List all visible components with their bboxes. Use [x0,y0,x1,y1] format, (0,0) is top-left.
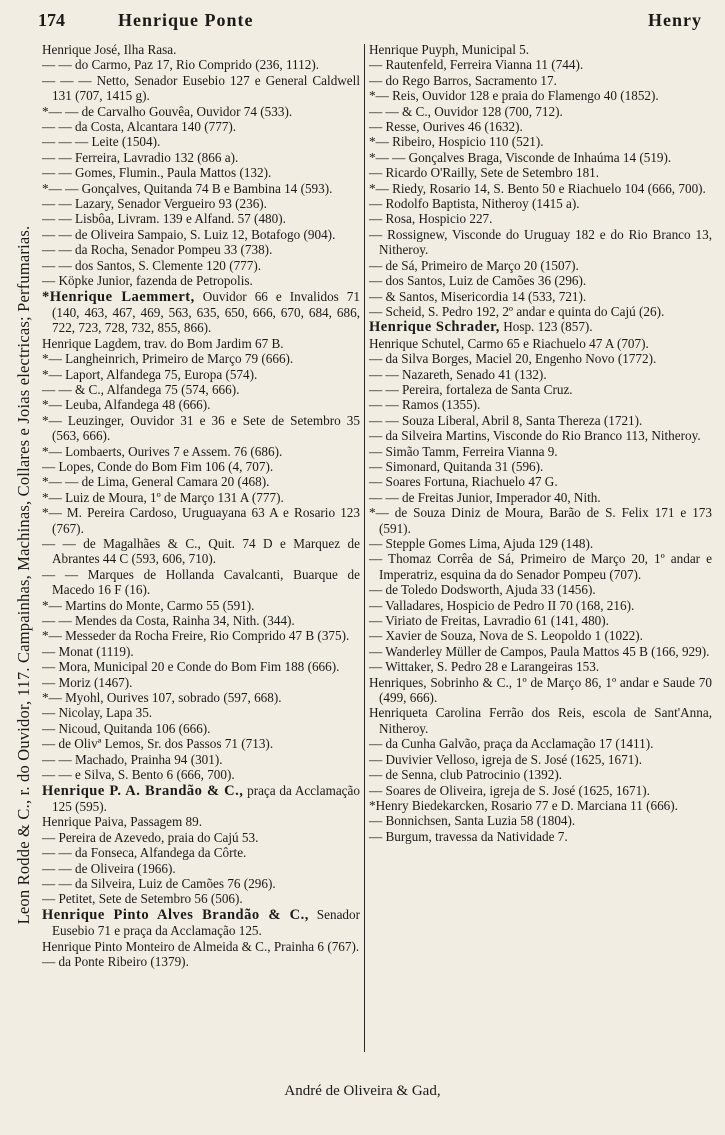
entry-text: praça da Acclamação 125 (595). [52,782,360,814]
entry-text: — — da Rocha, Senador Pompeu 33 (738). [42,242,273,258]
directory-entry [369,258,712,273]
entry-text: — Stepple Gomes Lima, Ajuda 129 (148). [369,536,594,551]
entry-text: — & Santos, Misericordia 14 (533, 721). [369,288,587,304]
entry-text: — Xavier de Souza, Nova de S. Leopoldo 1 (1022). [369,628,643,644]
directory-entry [42,289,360,336]
entry-text: — — Gomes, Flumin., Paula Mattos (132). [42,165,272,181]
sidebar-advertisement [8,150,40,980]
entry-text: — Moriz (1467). [42,674,133,690]
directory-entry [369,459,712,474]
entry-text: — do Rego Barros, Sacramento 17. [369,72,557,88]
entry-text: — da Silveira Martins, Visconde do Rio Branco 113, Nitheroy. [369,428,701,444]
directory-entry [42,613,360,628]
entry-text: — — & C., Ouvidor 128 (700, 712). [369,103,563,119]
entry-text: — — de Freitas Junior, Imperador 40, Nith. [369,489,601,505]
directory-entry [42,644,360,659]
directory-entry [42,861,360,876]
directory-entry [42,367,360,382]
entry-text: — Lopes, Conde do Bom Fim 106 (4, 707). [42,458,274,474]
entry-text: *— Langheinrich, Primeiro de Março 79 (666). [42,351,294,367]
directory-entry [369,551,712,582]
directory-entry [42,907,360,939]
entry-text: — Mora, Municipal 20 e Conde do Bom Fim 188 (666). [42,659,340,675]
directory-entry [42,474,360,489]
entry-text: Henrique Schutel, Carmo 65 e Riachuelo 47 A (707). [369,335,649,351]
directory-entry [42,119,360,134]
directory-entry [42,659,360,674]
entry-text: — — Marques de Hollanda Cavalcanti, Buarque de Macedo 16 F (16). [42,566,360,598]
directory-entry [369,598,712,613]
entry-text: *— — Gonçalves Braga, Visconde de Inhaúma 14 (519). [369,149,672,165]
directory-entry [369,88,712,103]
directory-entry [42,675,360,690]
directory-entry [42,459,360,474]
entry-text: *— Messeder da Rocha Freire, Rio Comprido 47 B (375). [42,628,350,644]
entry-text: — dos Santos, Luiz de Camões 36 (296). [369,273,587,289]
directory-entry [369,150,712,165]
directory-entry [369,42,712,57]
entry-text: *— Myohl, Ourives 107, sobrado (597, 668). [42,690,282,706]
entry-text: *— Reis, Ouvidor 128 e praia do Flamengo 40 (1852). [369,88,659,104]
entry-text: — da Ponte Ribeiro (1379). [42,953,189,969]
directory-entry [369,104,712,119]
directory-entry [42,845,360,860]
directory-entry [369,382,712,397]
entry-text: *— — de Lima, General Camara 20 (468). [42,474,270,490]
entry-text: — Resse, Ourives 46 (1632). [369,119,523,135]
directory-entry [42,227,360,242]
directory-entry [369,783,712,798]
entry-text: *— Laport, Alfandega 75, Europa (574). [42,366,258,382]
entry-text: — Rosa, Hospicio 227. [369,211,493,227]
directory-entry [42,165,360,180]
right-running-title: Henry [648,10,702,30]
entry-text: — — — Leite (1504). [42,134,161,150]
directory-entry [42,690,360,705]
entry-text: — Rautenfeld, Ferreira Vianna 11 (744). [369,57,584,73]
directory-entry [42,783,360,815]
entry-text: *Henry Biedekarcken, Rosario 77 e D. Marciana 11 (666). [369,797,678,813]
directory-entry [42,444,360,459]
directory-entry [42,336,360,351]
directory-entry [369,536,712,551]
entry-text: *— Leuzinger, Ouvidor 31 e 36 e Sete de Setembro 35 (563, 666). [42,412,360,444]
entry-text: *— Riedy, Rosario 14, S. Bento 50 e Riachuelo 104 (666, 700). [369,180,706,196]
entry-text: — Petitet, Sete de Setembro 56 (506). [42,891,243,907]
directory-entry [42,505,360,536]
directory-entry [42,134,360,149]
directory-entry [42,150,360,165]
entry-text: — — da Fonseca, Alfandega da Côrte. [42,845,247,861]
entry-text: — — Lazary, Senador Vergueiro 93 (236). [42,196,267,212]
directory-entry [42,814,360,829]
entry-text: Henriques, Sobrinho & C., 1º de Março 86, 1º andar e Saude 70 (499, 666). [369,674,712,706]
directory-entry [369,181,712,196]
footer-imprint: André de Oliveira & Gad, [284,1083,441,1099]
directory-entry [369,798,712,813]
entry-text: Henrique José, Ilha Rasa. [42,42,177,57]
entry-text: — Valladares, Hospicio de Pedro II 70 (168, 216). [369,597,635,613]
entry-text: *— Ribeiro, Hospicio 110 (521). [369,134,544,150]
entry-text: — Nicolay, Lapa 35. [42,705,153,721]
entry-text: — — Pereira, fortaleza de Santa Cruz. [369,381,573,397]
directory-entry [42,42,360,57]
entry-bold-name: Henrique P. A. Brandão & C., [42,782,244,799]
entry-text: Henrique Lagdem, trav. do Bom Jardim 67 B. [42,335,284,351]
entry-text: — — de Oliveira (1966). [42,860,176,876]
directory-entry [42,954,360,969]
directory-entry [369,196,712,211]
entry-text: — Duvivier Velloso, igreja de S. José (1625, 1671). [369,751,642,767]
directory-entry [369,119,712,134]
entry-text: *— Lombaerts, Ourives 7 e Assem. 76 (686). [42,443,283,459]
right-column [369,42,712,844]
entry-text: — Pereira de Azevedo, praia do Cajú 53. [42,829,259,845]
directory-entry [42,830,360,845]
directory-entry [42,567,360,598]
entry-text: — Burgum, travessa da Natividade 7. [369,828,568,844]
entry-text: — — Nazareth, Senado 41 (132). [369,366,547,382]
entry-text: — Soares Fortuna, Riachuelo 47 G. [369,474,558,490]
directory-entry [42,351,360,366]
entry-text: — da Cunha Galvão, praça da Acclamação 17 (1411). [369,736,654,752]
directory-entry [42,891,360,906]
entry-text: — — Ferreira, Lavradio 132 (866 a). [42,149,239,165]
directory-entry [42,767,360,782]
directory-entry [42,258,360,273]
entry-text: — Wittaker, S. Pedro 28 e Larangeiras 153. [369,659,600,675]
directory-entry [42,628,360,643]
entry-text: — Soares de Oliveira, igreja de S. José (1625, 1671). [369,782,650,798]
entry-text: Henrique Paiva, Passagem 89. [42,814,203,830]
entry-text: — Rodolfo Baptista, Nitheroy (1415 a). [369,196,580,212]
directory-entry [369,273,712,288]
directory-entry [369,659,712,674]
entry-text: — Bonnichsen, Santa Luzia 58 (1804). [369,813,576,829]
directory-entry [42,211,360,226]
directory-entry [42,57,360,72]
entry-text: — — da Costa, Alcantara 140 (777). [42,119,237,135]
entry-text: — — Machado, Prainha 94 (301). [42,751,223,767]
directory-entry [42,752,360,767]
entry-text: — — dos Santos, S. Clemente 120 (777). [42,257,262,273]
directory-entry [42,490,360,505]
entry-text: — Thomaz Corrêa de Sá, Primeiro de Março 20, 1º andar e Imperatriz, esquina da do Senador Pompeu (707). [369,551,712,582]
entry-text: Henrique Puyph, Municipal 5. [369,42,530,57]
entry-text: — Monat (1119). [42,643,134,659]
directory-entry [369,474,712,489]
entry-text: — de Toledo Dodsworth, Ajuda 33 (1456). [369,582,596,598]
sidebar-advertisement-text: Leon Rodde & C., r. do Ouvidor, 117. Campainhas, Machinas, Collares e Joias electricas; Perfumarias. [14,225,33,925]
entry-text: *— Leuba, Alfandega 48 (666). [42,397,211,413]
directory-entry [369,57,712,72]
directory-entry [369,428,712,443]
entry-text: Senador Eusebio 71 e praça da Acclamação 125. [52,906,361,939]
directory-entry [42,382,360,397]
entry-text: — — Lisbôa, Livram. 139 e Alfand. 57 (480). [42,211,286,227]
entry-text: — Simonard, Quitanda 31 (596). [369,458,544,474]
directory-entry [369,134,712,149]
directory-entry [369,444,712,459]
directory-entry [369,736,712,751]
directory-entry [369,752,712,767]
entry-text: — Köpke Junior, fazenda de Petropolis. [42,273,253,289]
entry-text: — — de Magalhães & C., Quit. 74 D e Marquez de Abrantes 44 C (593, 606, 710). [42,536,360,567]
directory-entry [369,613,712,628]
entry-text: *— Martins do Monte, Carmo 55 (591). [42,597,255,613]
directory-entry [42,397,360,412]
entry-text: — — da Silveira, Luiz de Camões 76 (296). [42,875,276,891]
directory-entry [369,767,712,782]
directory-entry [42,721,360,736]
directory-entry [369,705,712,736]
directory-entry [369,490,712,505]
entry-text: — — Souza Liberal, Abril 8, Santa Thereza (1721). [369,412,643,428]
directory-entry [369,211,712,226]
directory-entry [369,628,712,643]
entry-text: — de Olivª Lemos, Sr. dos Passos 71 (713). [42,736,274,752]
directory-entry [42,598,360,613]
directory-entry [369,397,712,412]
entry-text: — Scheid, S. Pedro 192, 2º andar e quinta do Cajú (26). [369,303,665,319]
directory-entry [42,242,360,257]
directory-entry [369,304,712,319]
entry-text: — Nicoud, Quitanda 106 (666). [42,720,211,736]
page-number: 174 [38,10,65,30]
directory-entry [42,536,360,567]
entry-text: — — Ramos (1355). [369,397,481,413]
entry-text: — — Mendes da Costa, Rainha 34, Nith. (344). [42,613,295,629]
entry-text: — Ricardo O'Railly, Sete de Setembro 181. [369,165,600,181]
directory-entry [42,196,360,211]
entry-text: — Simão Tamm, Ferreira Vianna 9. [369,443,558,459]
entry-text: — — & C., Alfandega 75 (574, 666). [42,381,240,397]
directory-entry [42,705,360,720]
directory-entry [369,289,712,304]
entry-text: — Wanderley Müller de Campos, Paula Mattos 45 B (166, 929). [369,643,710,659]
entry-text: Henrique Pinto Monteiro de Almeida & C., Prainha 6 (767). [42,938,360,954]
entry-text: *— de Souza Diniz de Moura, Barão de S. Felix 171 e 173 (591). [369,505,712,536]
entry-text: Hosp. 123 (857). [499,319,593,335]
directory-entry [42,73,360,104]
entry-text: — Rossignew, Visconde do Uruguay 182 e do Rio Branco 13, Nitheroy. [369,226,712,258]
entry-text: *— Luiz de Moura, 1º de Março 131 A (777). [42,489,284,505]
directory-entry [369,413,712,428]
directory-entry [369,644,712,659]
directory-entry [369,813,712,828]
directory-entry [369,505,712,536]
entry-text: — da Silva Borges, Maciel 20, Engenho Novo (1772). [369,351,657,367]
column-divider [364,44,365,1052]
directory-entry [42,876,360,891]
entry-text: — — — Netto, Senador Eusebio 127 e General Caldwell 131 (707, 1415 g). [42,72,360,104]
entry-text: *— — de Carvalho Gouvêa, Ouvidor 74 (533). [42,103,293,119]
directory-entry [369,675,712,706]
directory-entry [42,413,360,444]
entry-bold-name: *Henrique Laemmert, [42,288,195,305]
directory-entry [369,227,712,258]
directory-entry [42,939,360,954]
page-header [38,10,712,36]
directory-entry [42,181,360,196]
entry-text: — Viriato de Freitas, Lavradio 61 (141, 480). [369,613,609,629]
entry-text: — — do Carmo, Paz 17, Rio Comprido (236, 1112). [42,57,320,73]
entry-bold-name: Henrique Pinto Alves Brandão & C., [42,906,309,923]
entry-text: — — de Oliveira Sampaio, S. Luiz 12, Botafogo (904). [42,226,336,242]
directory-entry [369,165,712,180]
directory-entry [369,73,712,88]
directory-entry [42,736,360,751]
entry-text: Henriqueta Carolina Ferrão dos Reis, escola de Sant'Anna, Nitheroy. [369,705,712,736]
entry-text: — de Senna, club Patrocinio (1392). [369,767,563,783]
entry-bold-name: Henrique Schrader, [369,319,500,336]
directory-entry [369,351,712,366]
entry-text: Ouvidor 66 e Invalidos 71 (140, 463, 467, 469, 563, 635, 650, 666, 670, 684, 686, 722, 723, 728, 732, 855, 866). [52,288,360,336]
entry-text: — — e Silva, S. Bento 6 (666, 700). [42,767,235,783]
left-column [42,42,360,969]
left-running-title: Henrique Ponte [118,10,254,30]
entry-text: *— M. Pereira Cardoso, Uruguayana 63 A e Rosario 123 (767). [42,505,360,536]
directory-entry [369,336,712,351]
directory-entry [42,104,360,119]
entry-text: *— — Gonçalves, Quitanda 74 B e Bambina 14 (593). [42,180,333,196]
directory-entry [42,273,360,288]
directory-entry [369,319,712,335]
directory-entry [369,829,712,844]
entry-text: — de Sá, Primeiro de Março 20 (1507). [369,257,579,273]
directory-entry [369,582,712,597]
directory-entry [369,367,712,382]
